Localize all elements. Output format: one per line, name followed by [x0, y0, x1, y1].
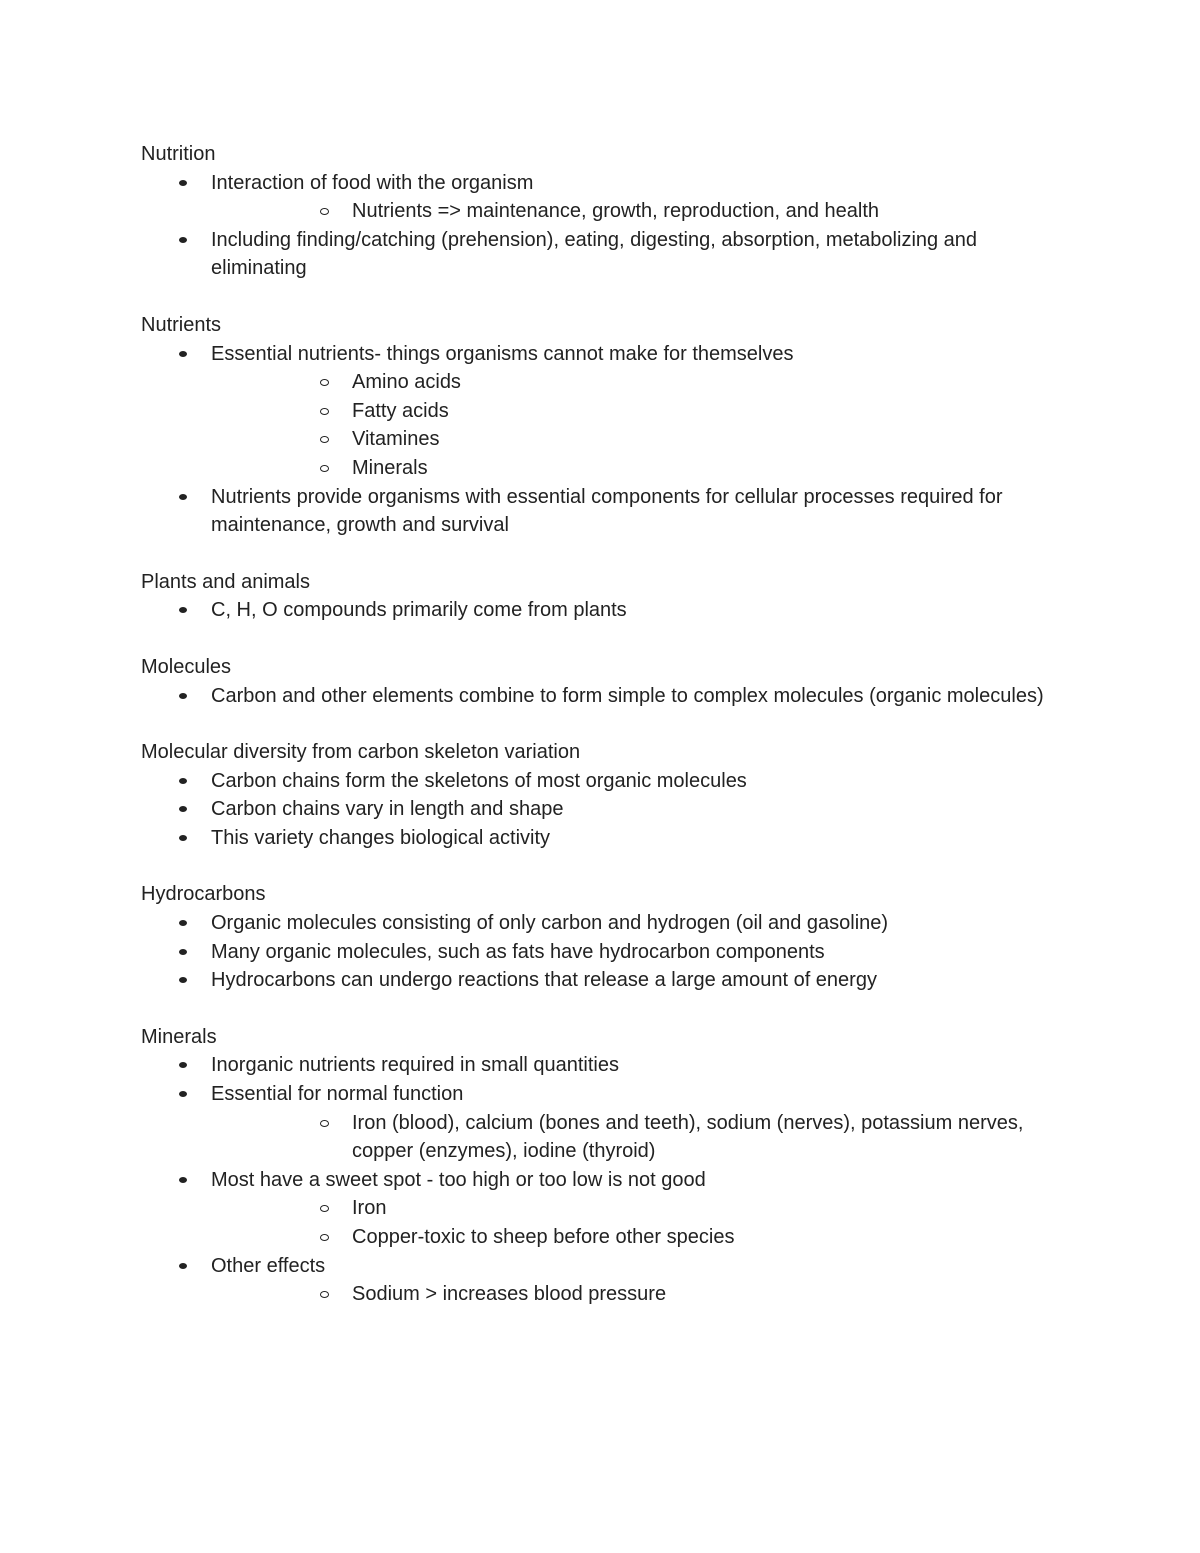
sub-list-item-text: Iron [352, 1197, 387, 1220]
section-molecules [141, 653, 1050, 710]
list-item [141, 682, 1050, 711]
hollow-bullet-icon [320, 208, 329, 215]
bullet-list [141, 596, 1050, 625]
filled-bullet-icon [179, 920, 187, 926]
list-item [141, 169, 1050, 226]
hollow-bullet-icon [320, 1291, 329, 1298]
filled-bullet-icon [179, 1091, 187, 1097]
hollow-bullet-icon [320, 436, 329, 443]
bullet-list [141, 767, 1050, 853]
sub-list-item [282, 1194, 1050, 1223]
list-item-text: Most have a sweet spot - too high or too low is not good [211, 1168, 706, 1191]
list-item-text: Carbon chains vary in length and shape [211, 798, 564, 821]
sub-list-item [282, 197, 1050, 226]
section-heading: Plants and animals [141, 570, 310, 593]
sub-list-item-text: Amino acids [352, 371, 461, 394]
list-item-text: Hydrocarbons can undergo reactions that release a large amount of energy [211, 969, 877, 992]
sub-list-item-text: Nutrients => maintenance, growth, reproduction, and health [352, 200, 879, 223]
section-molecular-diversity [141, 738, 1050, 852]
list-item [141, 226, 1050, 283]
list-item-text: Essential nutrients- things organisms cannot make for themselves [211, 342, 794, 365]
sub-list-item [282, 368, 1050, 397]
list-item-text: Nutrients provide organisms with essential components for cellular processes required for maintenance, growth and survival [211, 485, 1003, 537]
bullet-list [141, 340, 1050, 540]
filled-bullet-icon [179, 494, 187, 500]
section-heading: Minerals [141, 1025, 217, 1048]
filled-bullet-icon [179, 351, 187, 357]
sub-list-item-text: Copper-toxic to sheep before other species [352, 1226, 735, 1248]
sub-bullet-list [282, 197, 1050, 226]
list-item-text: Many organic molecules, such as fats have hydrocarbon components [211, 940, 825, 963]
section-heading: Nutrients [141, 313, 222, 336]
sub-list-item [282, 1280, 1050, 1309]
filled-bullet-icon [179, 806, 187, 812]
bullet-list [141, 909, 1050, 995]
sub-list-item-text: Sodium > increases blood pressure [352, 1283, 667, 1306]
section-heading: Nutrition [141, 143, 216, 165]
sub-bullet-list [282, 1280, 1050, 1309]
filled-bullet-icon [179, 237, 187, 243]
filled-bullet-icon [179, 949, 187, 955]
list-item [141, 1252, 1050, 1309]
filled-bullet-icon [179, 835, 187, 841]
sub-list-item-text: Iron (blood), calcium (bones and teeth), sodium (nerves), potassium nerves, copper (enzymes), iodine (thyroid) [352, 1111, 1024, 1163]
list-item-text: Carbon chains form the skeletons of most organic molecules [211, 769, 747, 792]
list-item [141, 909, 1050, 938]
bullet-list [141, 682, 1050, 711]
sub-list-item-text: Vitamines [352, 428, 440, 451]
section-minerals [141, 1023, 1050, 1309]
sub-list-item [282, 1223, 1050, 1252]
section-nutrition [141, 140, 1050, 283]
section-heading: Hydrocarbons [141, 883, 266, 906]
filled-bullet-icon [179, 607, 187, 613]
list-item-text: C, H, O compounds primarily come from plants [211, 599, 627, 622]
hollow-bullet-icon [320, 1234, 329, 1241]
list-item [141, 1080, 1050, 1166]
sub-list-item [282, 1109, 1050, 1166]
hollow-bullet-icon [320, 465, 329, 472]
sub-list-item [282, 425, 1050, 454]
bullet-list [141, 1051, 1050, 1308]
sub-bullet-list [282, 1194, 1050, 1251]
list-item [141, 767, 1050, 796]
list-item-text: Essential for normal function [211, 1083, 464, 1106]
filled-bullet-icon [179, 180, 187, 186]
list-item-text: Carbon and other elements combine to form simple to complex molecules (organic molecules) [211, 684, 1044, 707]
list-item-text: Other effects [211, 1254, 326, 1277]
sub-list-item [282, 454, 1050, 483]
list-item-text: Interaction of food with the organism [211, 171, 534, 194]
sub-bullet-list [282, 368, 1050, 482]
list-item [141, 795, 1050, 824]
list-item [141, 824, 1050, 853]
hollow-bullet-icon [320, 379, 329, 386]
section-hydrocarbons [141, 880, 1050, 994]
filled-bullet-icon [179, 693, 187, 699]
hollow-bullet-icon [320, 408, 329, 415]
list-item [141, 1051, 1050, 1080]
sub-list-item-text: Minerals [352, 456, 428, 479]
list-item [141, 340, 1050, 483]
sub-list-item-text: Fatty acids [352, 399, 449, 422]
section-plants-and-animals [141, 568, 1050, 625]
list-item [141, 966, 1050, 995]
list-item-text: This variety changes biological activity [211, 826, 551, 849]
filled-bullet-icon [179, 1177, 187, 1183]
section-heading: Molecules [141, 655, 232, 678]
section-nutrients [141, 311, 1050, 540]
filled-bullet-icon [179, 778, 187, 784]
hollow-bullet-icon [320, 1205, 329, 1212]
list-item-text: Inorganic nutrients required in small quantities [211, 1054, 619, 1077]
list-item-text: Organic molecules consisting of only carbon and hydrogen (oil and gasoline) [211, 912, 889, 935]
filled-bullet-icon [179, 1263, 187, 1269]
hollow-bullet-icon [320, 1120, 329, 1127]
sub-list-item [282, 397, 1050, 426]
list-item [141, 596, 1050, 625]
filled-bullet-icon [179, 1062, 187, 1068]
list-item [141, 938, 1050, 967]
bullet-list [141, 169, 1050, 283]
list-item [141, 1166, 1050, 1252]
list-item [141, 483, 1050, 540]
filled-bullet-icon [179, 977, 187, 983]
list-item-text: Including finding/catching (prehension), eating, digesting, absorption, metabolizing and eliminating [211, 228, 978, 280]
section-heading: Molecular diversity from carbon skeleton variation [141, 741, 581, 764]
sub-bullet-list [282, 1109, 1050, 1166]
